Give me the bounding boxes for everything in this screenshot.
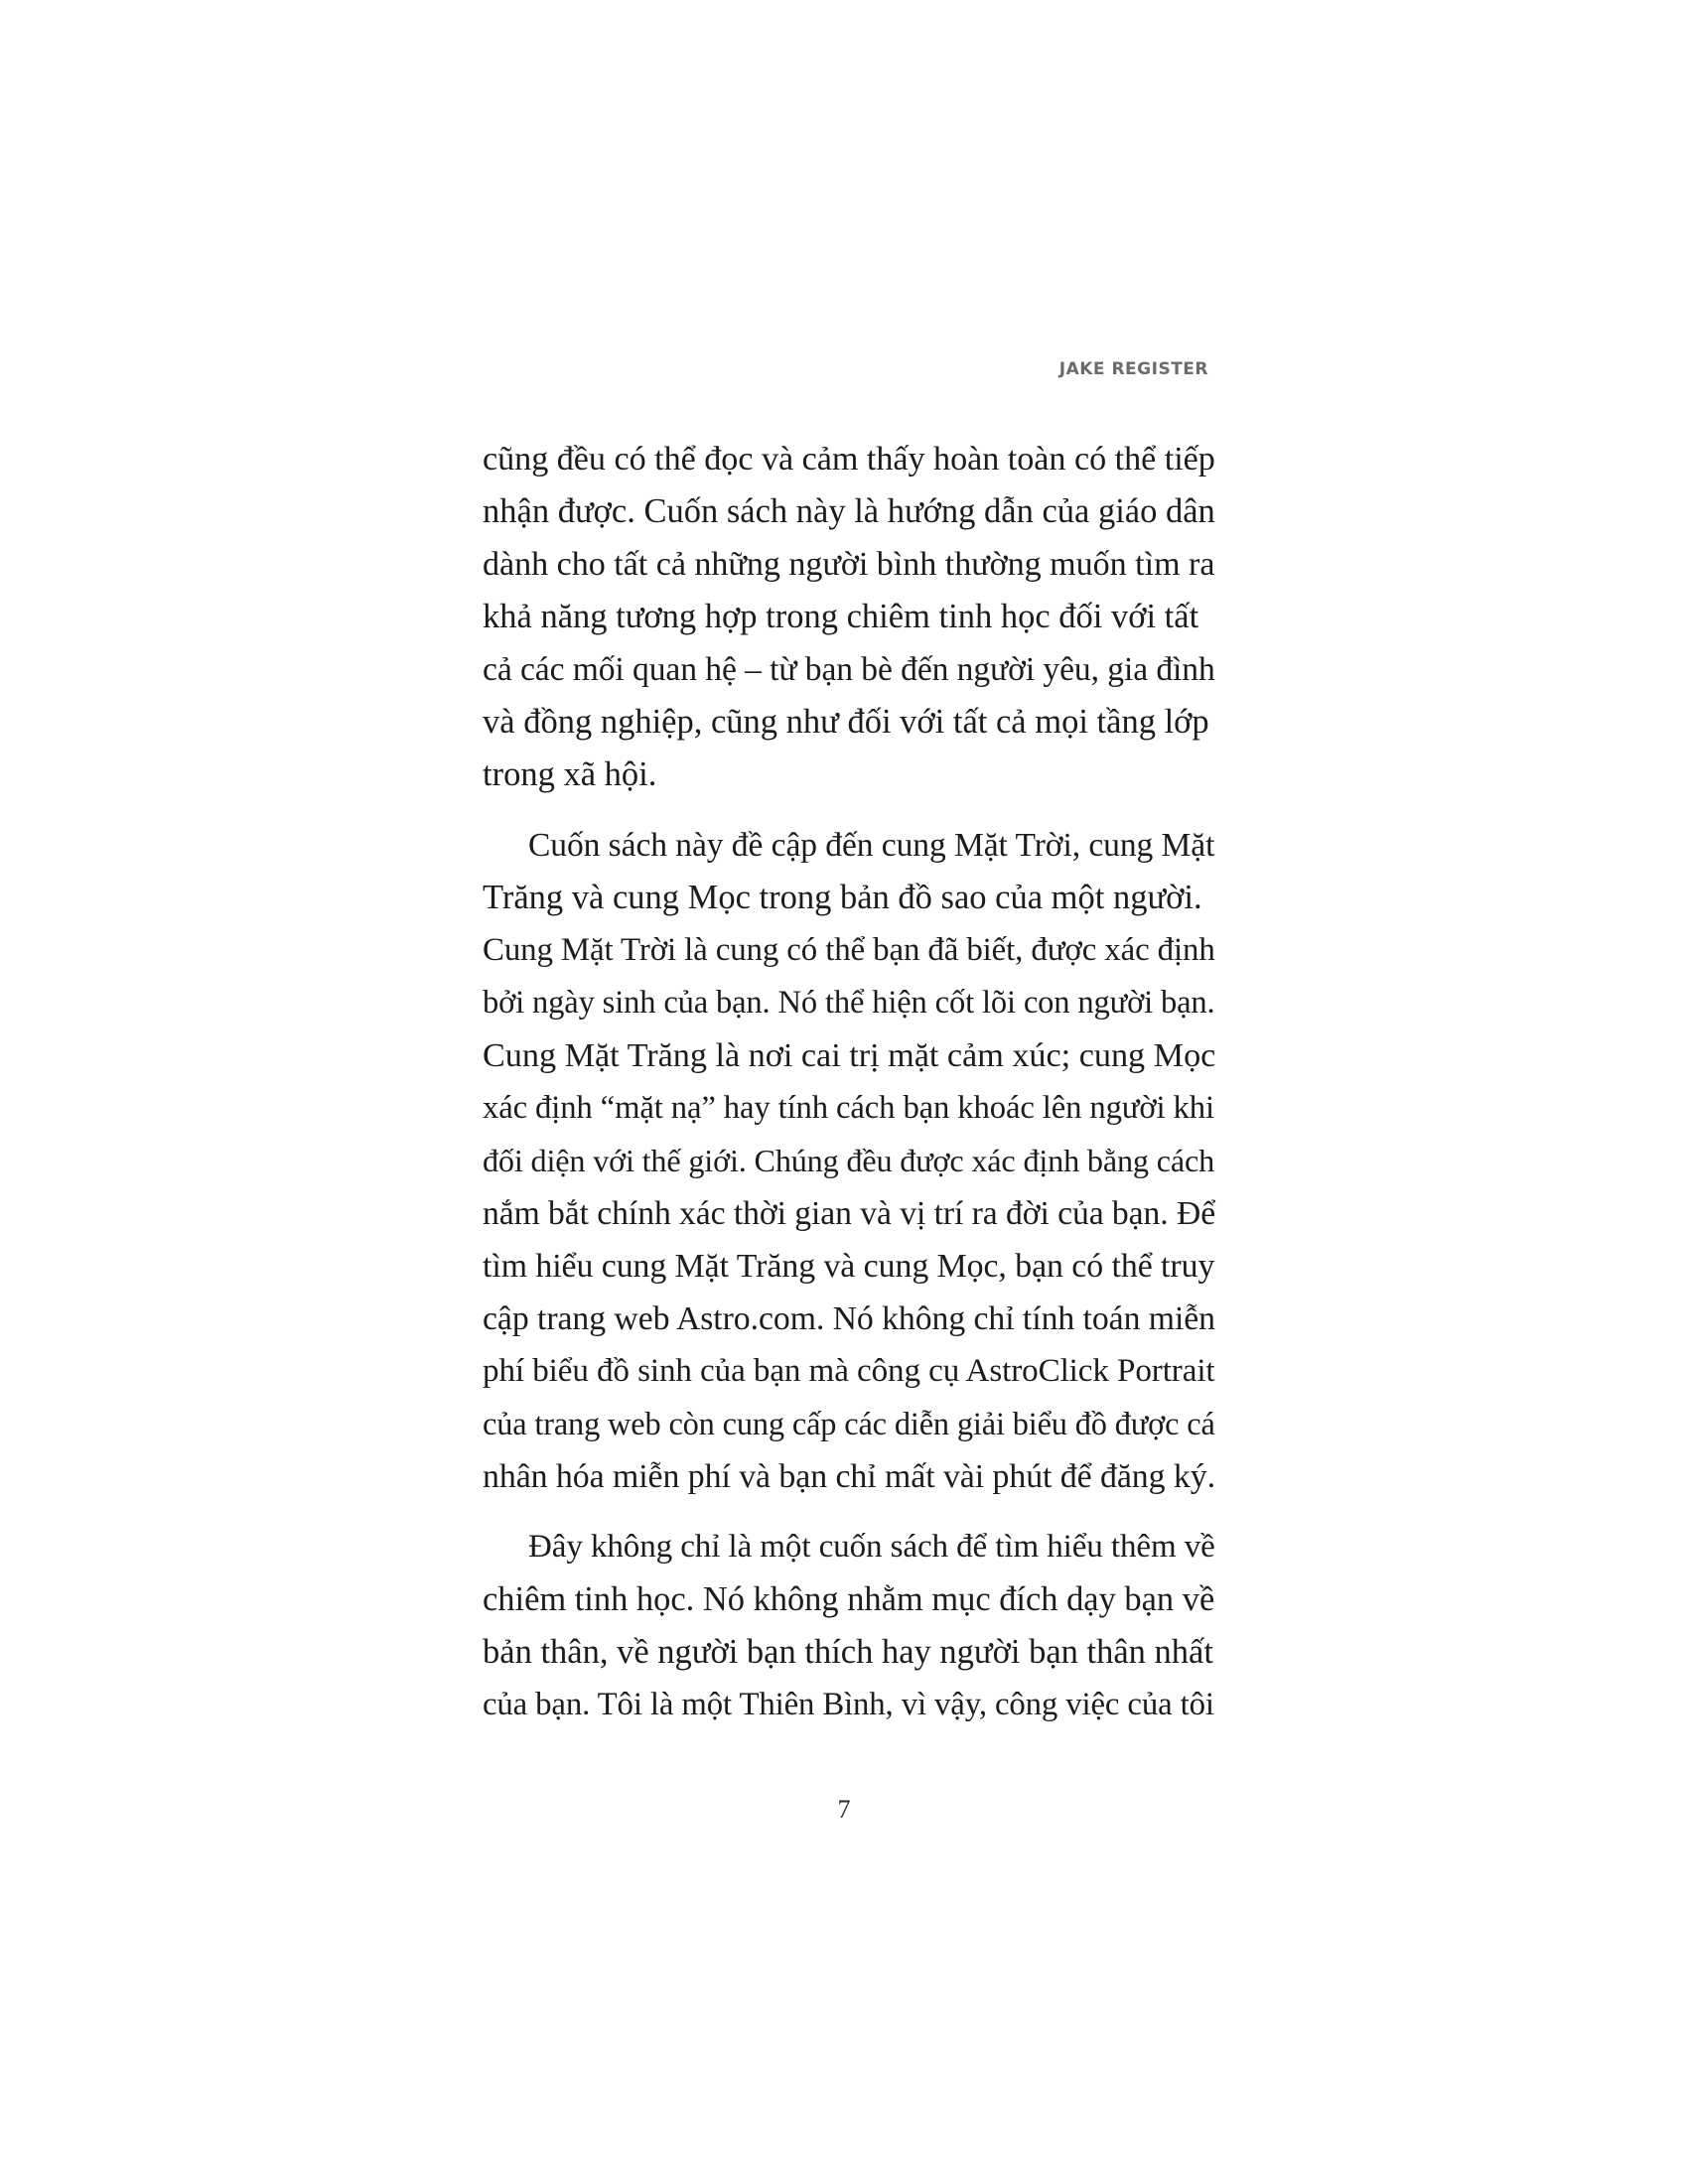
- paragraph-1: [483, 433, 1215, 801]
- text-line: cập trang web Astro.com. Nó không chỉ tính toán miễn: [483, 1300, 1215, 1337]
- text-line: nhân hóa miễn phí và bạn chỉ mất vài phút để đăng ký.: [483, 1458, 1216, 1495]
- text-line: dành cho tất cả những người bình thường muốn tìm ra: [483, 546, 1215, 583]
- text-line: Cuốn sách này đề cập đến cung Mặt Trời, cung Mặt: [528, 827, 1215, 864]
- text-line: cả các mối quan hệ – từ bạn bè đến người yêu, gia đình: [483, 651, 1215, 688]
- text-line: chiêm tinh học. Nó không nhằm mục đích dạy bạn về: [483, 1580, 1215, 1618]
- text-line: và đồng nghiệp, cũng như đối với tất cả mọi tầng lớp: [483, 703, 1209, 741]
- text-line: Cung Mặt Trời là cung có thể bạn đã biết, được xác định: [483, 932, 1215, 968]
- paragraph-2: [483, 819, 1215, 1503]
- text-line: phí biểu đồ sinh của bạn mà công cụ AstroClick Portrait: [483, 1353, 1215, 1389]
- paragraph-3: [483, 1521, 1215, 1731]
- text-line: Cung Mặt Trăng là nơi cai trị mặt cảm xúc; cung Mọc: [483, 1037, 1216, 1074]
- text-line: nhận được. Cuốn sách này là hướng dẫn của giáo dân: [483, 492, 1215, 530]
- text-line: cũng đều có thể đọc và cảm thấy hoàn toàn có thể tiếp: [483, 441, 1215, 478]
- text-line: Đây không chỉ là một cuốn sách để tìm hiểu thêm về: [528, 1529, 1215, 1565]
- text-line: Trăng và cung Mọc trong bản đồ sao của một người.: [483, 879, 1202, 916]
- text-line: khả năng tương hợp trong chiêm tinh học đối với tất: [483, 598, 1199, 635]
- text-line: trong xã hội.: [483, 755, 657, 793]
- text-line: đối diện với thế giới. Chúng đều được xác định bằng cách: [483, 1143, 1215, 1178]
- text-line: của trang web còn cung cấp các diễn giải biểu đồ được cá: [483, 1406, 1215, 1441]
- text-line: bởi ngày sinh của bạn. Nó thể hiện cốt lõi con người bạn.: [483, 985, 1215, 1021]
- body-text: [483, 433, 1215, 1731]
- running-header: JAKE REGISTER: [1058, 359, 1208, 379]
- text-line: bản thân, về người bạn thích hay người bạn thân nhất: [483, 1633, 1213, 1671]
- text-line: tìm hiểu cung Mặt Trăng và cung Mọc, bạn có thể truy: [483, 1248, 1215, 1285]
- text-line: nắm bắt chính xác thời gian và vị trí ra đời của bạn. Để: [483, 1195, 1216, 1232]
- page-number: 7: [837, 1795, 851, 1824]
- text-line: xác định “mặt nạ” hay tính cách bạn khoác lên người khi: [483, 1090, 1214, 1126]
- text-line: của bạn. Tôi là một Thiên Bình, vì vậy, công việc của tôi: [483, 1687, 1214, 1722]
